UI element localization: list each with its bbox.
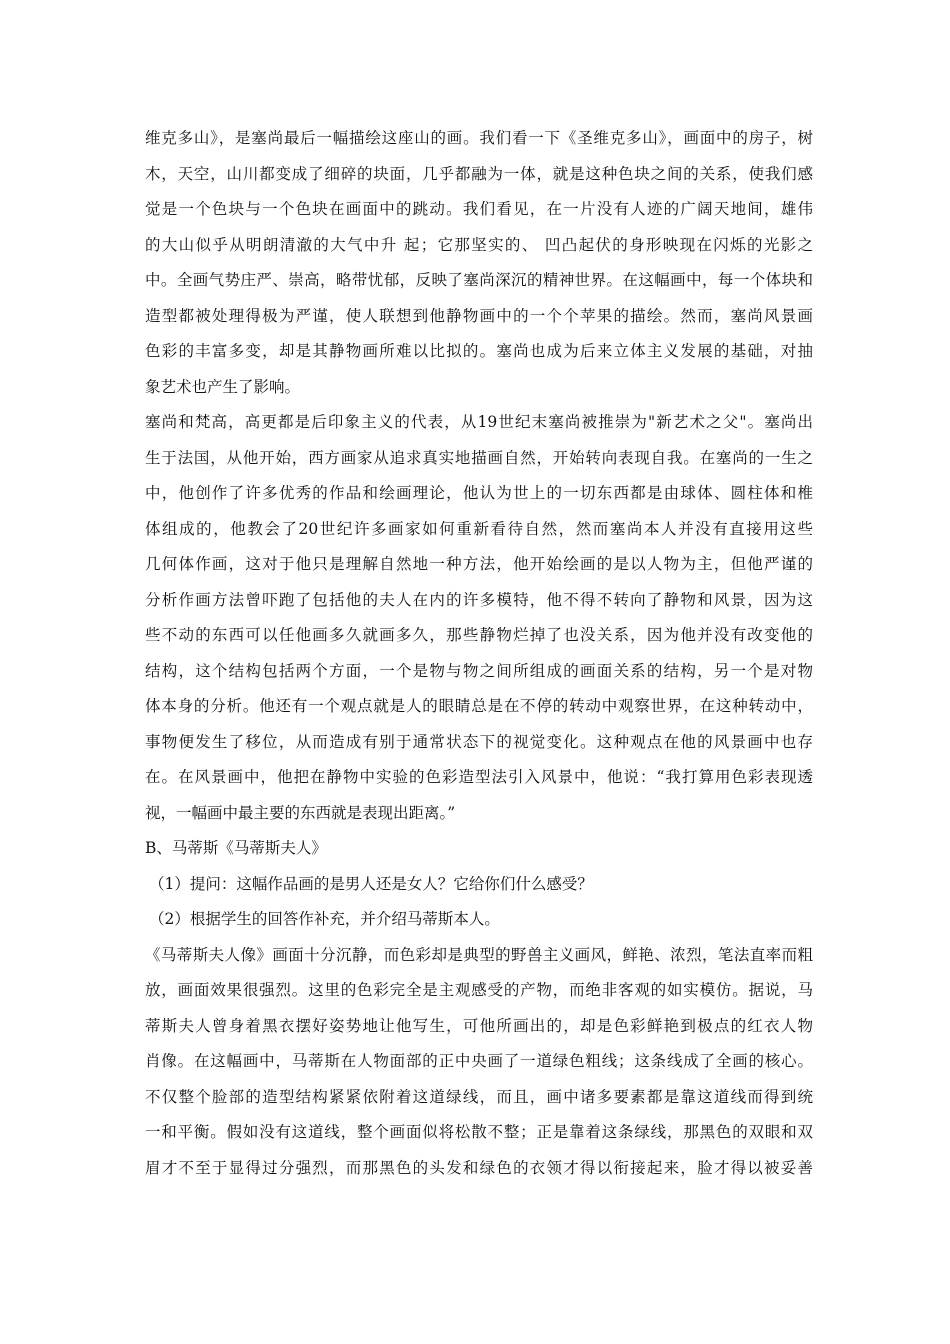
text-line: 中。全画气势庄严、崇高，略带忧郁，反映了塞尚深沉的精神世界。在这幅画中，每一个体块和	[145, 271, 813, 289]
text-line: 维克多山》，是塞尚最后一幅描绘这座山的画。我们看一下《圣维克多山》，画面中的房子，树	[145, 129, 813, 147]
text-line: 结构，这个结构包括两个方面，一个是物与物之间所组成的画面关系的结构，另一个是对物	[145, 661, 813, 680]
text-line: 放，画面效果很强烈。这里的色彩完全是主观感受的产物，而绝非客观的如实模仿。据说，马	[145, 981, 813, 999]
text-line: （2）根据学生的回答作补充，并介绍马蒂斯本人。	[149, 910, 500, 928]
text-line: 觉是一个色块与一个色块在画面中的跳动。我们看见，在一片没有人迹的广阔天地间，雄伟	[145, 200, 813, 218]
text-line: 几何体作画，这对于他只是理解自然地一种方法，他开始绘画的是以人物为主，但他严谨的	[145, 555, 813, 573]
document-page	[145, 121, 813, 1186]
text-line: 分析作画方法曾吓跑了包括他的夫人在内的许多模特，他不得不转向了静物和风景，因为这	[145, 590, 813, 609]
text-line: 造型都被处理得极为严谨，使人联想到他静物画中的一个个苹果的描绘。然而，塞尚风景画	[145, 306, 813, 325]
text-line: 的大山似乎从明朗清澈的大气中升 起；它那坚实的、 凹凸起伏的身形映现在闪烁的光影之	[145, 235, 813, 254]
text-line: （1）提问：这幅作品画的是男人还是女人？它给你们什么感受？	[149, 874, 593, 893]
text-line: 体本身的分析。他还有一个观点就是人的眼睛总是在不停的转动中观察世界，在这种转动中，	[145, 697, 813, 715]
text-line: 色彩的丰富多变，却是其静物画所难以比拟的。塞尚也成为后来立体主义发展的基础，对抽	[145, 342, 813, 360]
text-line: 在。在风景画中，他把在静物中实验的色彩造型法引入风景中，他说：“我打算用色彩表现透	[145, 768, 813, 786]
text-line: 事物便发生了移位，从而造成有别于通常状态下的视觉变化。这种观点在他的风景画中也存	[145, 732, 813, 751]
text-line: 眉才不至于显得过分强烈，而那黑色的头发和绿色的衣领才得以衔接起来，脸才得以被妥善	[145, 1158, 813, 1177]
text-line: 肖像。在这幅画中，马蒂斯在人物面部的正中央画了一道绿色粗线；这条线成了全画的核心。	[145, 1052, 813, 1070]
text-line: 中，他创作了许多优秀的作品和绘画理论，他认为世上的一切东西都是由球体、圆柱体和椎	[145, 484, 813, 502]
text-line: 些不动的东西可以任他画多久就画多久，那些静物烂掉了也没关系，因为他并没有改变他的	[145, 626, 813, 644]
text-line: 体组成的，他教会了20世纪许多画家如何重新看待自然，然而塞尚本人并没有直接用这些	[145, 519, 813, 538]
text-line: B、马蒂斯《马蒂斯夫人》	[145, 839, 327, 857]
text-line: 视，一幅画中最主要的东西就是表现出距离。”	[145, 803, 456, 822]
text-line: 《马蒂斯夫人像》画面十分沉静，而色彩却是典型的野兽主义画风，鲜艳、浓烈，笔法直率而粗	[145, 945, 813, 964]
text-line: 不仅整个脸部的造型结构紧紧依附着这道绿线，而且，画中诸多要素都是靠这道线而得到统	[145, 1087, 813, 1106]
text-line: 一和平衡。假如没有这道线，整个画面似将松散不整；正是靠着这条绿线，那黑色的双眼和双	[145, 1123, 813, 1141]
text-line: 象艺术也产生了影响。	[145, 377, 301, 396]
text-line: 蒂斯夫人曾身着黑衣摆好姿势地让他写生，可他所画出的，却是色彩鲜艳到极点的红衣人物	[145, 1016, 813, 1035]
text-line: 生于法国，从他开始，西方画家从追求真实地描画自然，开始转向表现自我。在塞尚的一生之	[145, 448, 813, 467]
text-line: 木，天空，山川都变成了细碎的块面，几乎都融为一体，就是这种色块之间的关系，使我们感	[145, 164, 813, 183]
text-line: 塞尚和梵高，高更都是后印象主义的代表，从19世纪末塞尚被推崇为"新艺术之父"。塞尚出	[145, 413, 813, 431]
